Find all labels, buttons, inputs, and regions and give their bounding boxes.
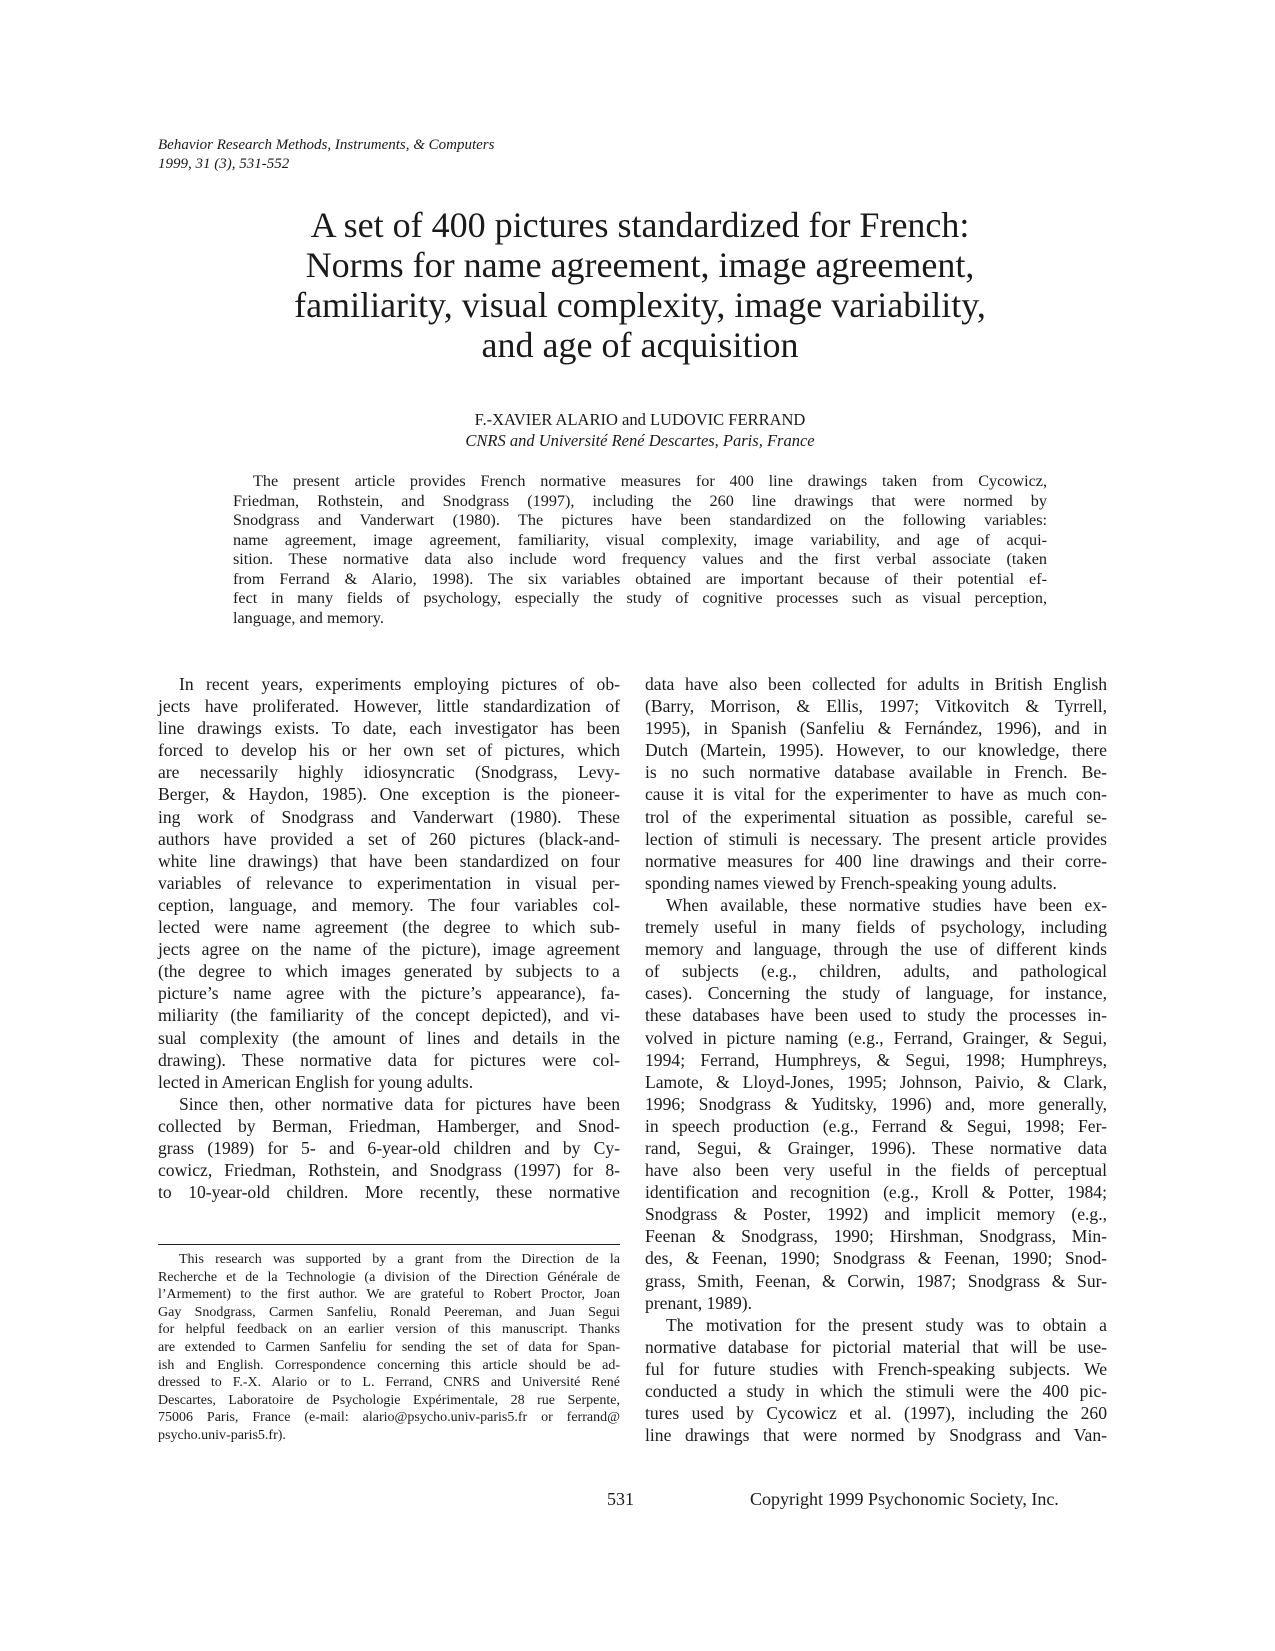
body-line: lection of stimuli is necessary. The present article provides [645,828,1107,849]
title-line: A set of 400 pictures standardized for French: [310,205,970,245]
body-line: cause it is vital for the experimenter to have as much con- [645,784,1107,805]
body-line: white line drawings) that have been standardized on four [158,850,620,871]
body-line: forced to develop his or her own set of pictures, which [158,740,620,761]
footnote-line: This research was supported by a grant from the Direction de la [179,1252,620,1267]
body-line: of subjects (e.g., children, adults, and pathological [645,961,1107,982]
body-line: normative measures for 400 line drawings and their corre- [645,850,1107,871]
body-line: The motivation for the present study was to obtain a [666,1314,1107,1335]
footnote-line: dressed to F.-X. Alario or to L. Ferrand, CNRS and Université René [158,1375,620,1391]
title-line: Norms for name agreement, image agreement, [305,245,975,285]
body-line: drawing). These normative data for pictures were col- [158,1049,620,1070]
body-column-left [158,673,620,1203]
title-line: familiarity, visual complexity, image variability, [294,285,986,325]
body-line: 1995), in Spanish (Sanfeliu & Fernández, 1996), and in [645,718,1107,739]
footnote-line: ish and English. Correspondence concerning this article should be ad- [158,1357,620,1373]
body-line: ful for future studies with French-speaking subjects. We [645,1358,1107,1379]
body-line: (Barry, Morrison, & Ellis, 1997; Vitkovitch & Tyrrell, [645,696,1107,717]
body-line: are necessarily highly idiosyncratic (Snodgrass, Levy- [158,762,620,783]
author-block [160,409,1120,451]
body-line: miliarity (the familiarity of the concept depicted), and vi- [158,1005,620,1026]
body-line: ing work of Snodgrass and Vanderwart (1980). These [158,806,620,827]
body-line: Snodgrass & Poster, 1992) and implicit memory (e.g., [645,1204,1107,1225]
body-line: In recent years, experiments employing pictures of ob- [179,674,620,694]
body-line: tures used by Cycowicz et al. (1997), including the 260 [645,1403,1107,1424]
body-line: conducted a study in which the stimuli were the 400 pic- [645,1381,1107,1401]
footnote-line: psycho.univ-paris5.fr). [158,1427,286,1443]
body-line: 1996; Snodgrass & Yuditsky, 1996) and, more generally, [645,1093,1107,1114]
title-line: and age of acquisition [481,325,799,365]
footnote-line: Descartes, Laboratoire de Psychologie Expérimentale, 28 rue Serpente, [158,1392,620,1408]
abstract-line: Friedman, Rothstein, and Snodgrass (1997), including the 260 line drawings that were normed by [233,491,1047,510]
body-line: memory and language, through the use of different kinds [645,939,1107,960]
footnote-line: Gay Snodgrass, Carmen Sanfeliu, Ronald Peereman, and Juan Segui [158,1304,620,1320]
journal-name: Behavior Research Methods, Instruments, & Computers [158,137,495,153]
body-line: line drawings that were normed by Snodgrass and Van- [645,1425,1107,1446]
footnote-line: are extended to Carmen Sanfeliu for sending the set of data for Span- [158,1339,620,1355]
footnote-line: l’Armement) to the first author. We are grateful to Robert Proctor, Joan [158,1287,620,1303]
body-line: cowicz, Friedman, Rothstein, and Snodgrass (1997) for 8- [158,1160,620,1181]
body-line: prenant, 1989). [645,1292,752,1313]
body-line: lected in American English for young adults. [158,1071,474,1092]
body-line: sponding names viewed by French-speaking young adults. [645,872,1057,893]
abstract-line: The present article provides French normative measures for 400 line drawings taken from Cycowicz, [253,472,1047,490]
body-line: Dutch (Martein, 1995). However, to our knowledge, there [645,740,1107,761]
copyright-notice: Copyright 1999 Psychonomic Society, Inc. [750,1489,1059,1509]
body-line: identification and recognition (e.g., Kroll & Potter, 1984; [645,1182,1107,1203]
body-line: (the degree to which images generated by subjects to a [158,961,620,982]
author-names: F.-XAVIER ALARIO and LUDOVIC FERRAND [474,410,806,429]
body-line: jects agree on the name of the picture), image agreement [158,939,620,960]
body-line: 1994; Ferrand, Humphreys, & Segui, 1998; Humphreys, [645,1049,1107,1070]
body-line: Since then, other normative data for pictures have been [179,1093,620,1114]
body-line: these databases have been used to study the processes in- [645,1005,1107,1026]
journal-header [158,136,494,174]
abstract [233,472,1047,628]
body-line: des, & Feenan, 1990; Snodgrass & Feenan, 1990; Snod- [645,1248,1107,1269]
author-affiliation: CNRS and Université René Descartes, Paris, France [465,431,815,450]
abstract-line: from Ferrand & Alario, 1998). The six variables obtained are important because of their potential ef- [233,569,1047,588]
body-line: grass, Smith, Feenan, & Corwin, 1987; Snodgrass & Sur- [645,1270,1107,1291]
abstract-line: name agreement, image agreement, familiarity, visual complexity, image variability, and age of acqui- [233,530,1047,549]
body-line: variables of relevance to experimentation in visual per- [158,872,620,893]
body-line: picture’s name agree with the picture’s appearance), fa- [158,983,620,1004]
footnote [158,1251,620,1445]
footnote-line: for helpful feedback on an earlier version of this manuscript. Thanks [158,1322,620,1338]
body-line: authors have provided a set of 260 pictures (black-and- [158,828,620,849]
footnote-line: Recherche et de la Technologie (a division of the Direction Générale de [158,1269,620,1285]
body-line: rand, Segui, & Grainger, 1996). These normative data [645,1137,1107,1158]
page-number: 531 [607,1489,634,1509]
body-line: tremely useful in many fields of psychology, including [645,917,1107,938]
body-line: normative database for pictorial material that will be use- [645,1336,1107,1357]
body-line: grass (1989) for 5- and 6-year-old children and by Cy- [158,1137,620,1158]
body-line: When available, these normative studies have been ex- [666,894,1107,915]
body-line: in speech production (e.g., Ferrand & Segui, 1998; Fer- [645,1115,1107,1136]
body-column-right [645,673,1107,1446]
body-line: ception, language, and memory. The four variables col- [158,894,620,915]
journal-citation: 1999, 31 (3), 531-552 [158,156,290,172]
body-line: sual complexity (the amount of lines and details in the [158,1027,620,1048]
footnote-line: 75006 Paris, France (e-mail: alario@psycho.univ-paris5.fr or ferrand@ [158,1410,620,1426]
body-line: data have also been collected for adults in British English [645,674,1107,694]
abstract-line: fect in many fields of psychology, especially the study of cognitive processes such as visual perception, [233,589,1047,607]
body-line: have also been very useful in the fields of perceptual [645,1160,1107,1181]
body-line: jects have proliferated. However, little standardization of [158,696,620,717]
abstract-line: Snodgrass and Vanderwart (1980). The pictures have been standardized on the following variables: [233,511,1047,529]
body-line: cases). Concerning the study of language, for instance, [645,983,1107,1004]
footnote-divider [158,1244,620,1245]
body-line: Berger, & Haydon, 1985). One exception is the pioneer- [158,784,620,805]
body-line: to 10-year-old children. More recently, these normative [158,1182,620,1203]
abstract-line: language, and memory. [233,608,384,627]
body-line: line drawings exists. To date, each investigator has been [158,718,620,739]
body-line: lected were name agreement (the degree to which sub- [158,917,620,938]
body-line: collected by Berman, Friedman, Hamberger, and Snod- [158,1115,620,1136]
abstract-line: sition. These normative data also include word frequency values and the first verbal associate (taken [233,550,1047,568]
body-line: volved in picture naming (e.g., Ferrand, Grainger, & Segui, [645,1027,1107,1048]
body-line: Lamote, & Lloyd-Jones, 1995; Johnson, Paivio, & Clark, [645,1071,1107,1092]
body-line: Feenan & Snodgrass, 1990; Hirshman, Snodgrass, Min- [645,1226,1107,1247]
body-line: trol of the experimental situation as possible, careful se- [645,806,1107,827]
body-line: is no such normative database available in French. Be- [645,762,1107,783]
article-title [160,205,1120,365]
